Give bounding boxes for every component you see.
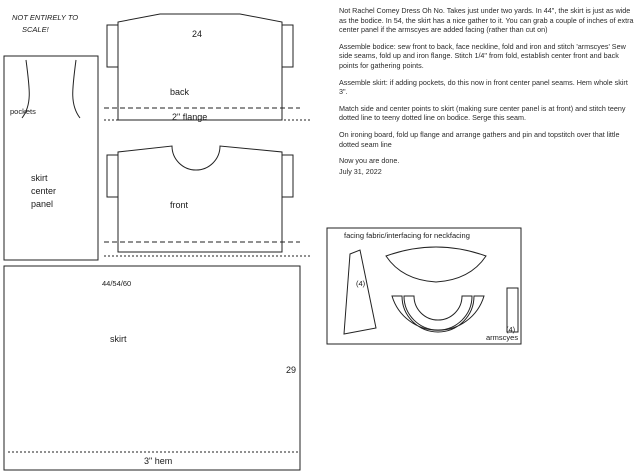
note-match: Match side and center points to skirt (making sure center panel is at front) and stitch teeny dotted line to teeny dotted line on bodice. Serge this seam. <box>339 103 626 123</box>
back-label: back <box>170 87 190 97</box>
skirt-label: skirt <box>110 334 127 344</box>
scale-note-line-2: SCALE! <box>22 25 49 34</box>
skirt-length-label: 29 <box>286 365 297 375</box>
front-neck-facing-inner <box>404 296 472 330</box>
note-bodice: Assemble bodice: sew front to back, face neckline, fold and iron and stitch 'armscyes' Sew side seams, fold up and iron flange. Stitch 1/4" from fold, establish center front and back points for gathering points. <box>339 41 626 70</box>
note-skirt: Assemble skirt: if adding pockets, do this now in front center panel seams. Hem whole skirt 3". <box>339 77 628 97</box>
skirt-outline <box>4 266 300 470</box>
pocket-curve-right <box>73 60 80 118</box>
center-panel-label-1: skirt <box>31 173 48 183</box>
front-label: front <box>170 200 189 210</box>
front-neck-facing-outer <box>392 296 484 332</box>
front-bodice-outline <box>118 152 282 252</box>
back-neck-facing <box>386 247 486 282</box>
note-intro: Not Rachel Comey Dress Oh No. Takes just under two yards. In 44", the skirt is just as wide as the bodice. In 54, the skirt has a nice gather to it. You can grab a couple of inches of extra center panel if the armscyes are added facing (rather than cut on) <box>339 6 634 35</box>
skirt-widths-label: 44/54/60 <box>102 279 132 288</box>
scale-note-line-1: NOT ENTIRELY TO <box>12 13 79 22</box>
hem-label: 3" hem <box>144 456 173 466</box>
facing-count-left: (4) <box>356 279 366 288</box>
skirt-center-panel-outline <box>4 56 98 260</box>
facing-piece-strip <box>344 250 376 334</box>
front-armscye-left <box>107 155 118 197</box>
facing-count-right: (4) <box>506 325 516 334</box>
center-panel-label-2: center <box>31 186 57 196</box>
front-neckline <box>118 146 282 170</box>
front-armscye-right <box>282 155 293 197</box>
back-armscye-left <box>107 25 118 67</box>
back-size-label: 24 <box>192 29 203 39</box>
back-armscye-right <box>282 25 293 67</box>
note-done: Now you are done. <box>339 156 400 166</box>
instructions <box>339 6 635 183</box>
flange-label: 2" flange <box>172 112 208 122</box>
back-shoulder-line <box>118 14 282 30</box>
note-ironing: On ironing board, fold up flange and arrange gathers and pin and topstitch over that little dotted seam line <box>339 129 620 149</box>
facing-title: facing fabric/interfacing for neckfacing <box>344 231 470 240</box>
note-date: July 31, 2022 <box>339 166 382 176</box>
pockets-label: pockets <box>10 107 36 116</box>
armscye-label: armscyes <box>486 333 519 342</box>
center-panel-label-3: panel <box>31 199 54 209</box>
